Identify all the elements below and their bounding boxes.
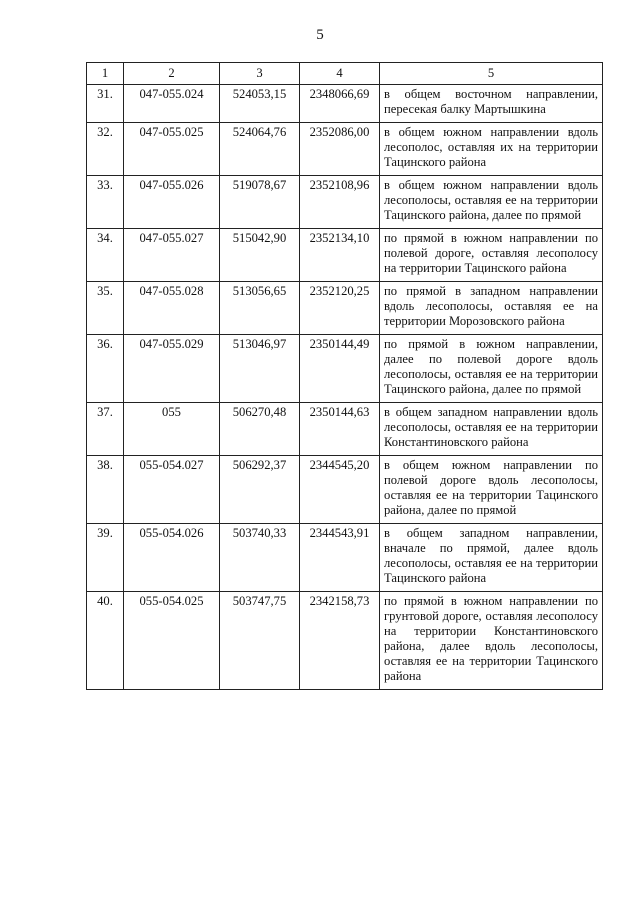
boundary-description: по прямой в южном направлении, далее по полевой дороге вдоль лесополосы, оставляя ее на территории Тацинского района, далее по прямой <box>380 335 603 403</box>
coordinate-x: 524053,15 <box>220 85 300 123</box>
coordinate-x: 519078,67 <box>220 176 300 229</box>
point-code: 047-055.029 <box>124 335 220 403</box>
table-row <box>87 176 603 229</box>
coordinate-x: 503740,33 <box>220 524 300 592</box>
point-code: 047-055.026 <box>124 176 220 229</box>
point-code: 047-055.024 <box>124 85 220 123</box>
point-code: 047-055.027 <box>124 229 220 282</box>
column-header-2: 2 <box>124 63 220 85</box>
coordinate-x: 524064,76 <box>220 123 300 176</box>
table-row <box>87 282 603 335</box>
boundary-description: в общем южном направлении вдоль лесополосы, оставляя ее на территории Тацинского района, далее по прямой <box>380 176 603 229</box>
boundary-description: в общем западном направлении, вначале по прямой, далее вдоль лесополосы, оставляя ее на территории Тацинского района <box>380 524 603 592</box>
point-code: 055 <box>124 403 220 456</box>
point-number: 32. <box>87 123 124 176</box>
point-number: 40. <box>87 592 124 690</box>
coordinate-y: 2352134,10 <box>300 229 380 282</box>
column-header-1: 1 <box>87 63 124 85</box>
table-header-row <box>87 63 603 85</box>
boundary-description: в общем западном направлении вдоль лесополосы, оставляя ее на территории Константиновского района <box>380 403 603 456</box>
point-number: 39. <box>87 524 124 592</box>
column-header-5: 5 <box>380 63 603 85</box>
point-code: 047-055.028 <box>124 282 220 335</box>
boundary-description: в общем южном направлении по полевой дороге вдоль лесополосы, оставляя ее на территории Тацинского района, далее по прямой <box>380 456 603 524</box>
boundary-description: по прямой в южном направлении по полевой дороге, оставляя лесополосу на территории Тацинского района <box>380 229 603 282</box>
coordinate-x: 506270,48 <box>220 403 300 456</box>
point-number: 35. <box>87 282 124 335</box>
table-row <box>87 456 603 524</box>
point-code: 047-055.025 <box>124 123 220 176</box>
coordinate-y: 2352086,00 <box>300 123 380 176</box>
point-number: 33. <box>87 176 124 229</box>
coordinate-x: 513046,97 <box>220 335 300 403</box>
point-number: 38. <box>87 456 124 524</box>
coordinate-x: 506292,37 <box>220 456 300 524</box>
table-row <box>87 524 603 592</box>
point-number: 34. <box>87 229 124 282</box>
boundary-description: по прямой в южном направлении по грунтовой дороге, оставляя лесополосу на территории Константиновского района, далее вдоль лесополосы, оставляя ее на территории Тацинского района <box>380 592 603 690</box>
point-code: 055-054.025 <box>124 592 220 690</box>
boundary-description: в общем южном направлении вдоль лесополос, оставляя их на территории Тацинского района <box>380 123 603 176</box>
boundary-description: в общем восточном направлении, пересекая балку Мартышкина <box>380 85 603 123</box>
coordinate-x: 503747,75 <box>220 592 300 690</box>
table-row <box>87 123 603 176</box>
point-code: 055-054.026 <box>124 524 220 592</box>
table-row <box>87 229 603 282</box>
boundary-points-table <box>86 62 603 690</box>
table-row <box>87 335 603 403</box>
coordinate-y: 2342158,73 <box>300 592 380 690</box>
point-number: 36. <box>87 335 124 403</box>
coordinate-x: 515042,90 <box>220 229 300 282</box>
point-number: 31. <box>87 85 124 123</box>
page-number: 5 <box>316 27 324 43</box>
coordinate-y: 2352120,25 <box>300 282 380 335</box>
point-code: 055-054.027 <box>124 456 220 524</box>
table-row <box>87 85 603 123</box>
table-row <box>87 592 603 690</box>
coordinate-y: 2350144,49 <box>300 335 380 403</box>
column-header-4: 4 <box>300 63 380 85</box>
coordinate-y: 2350144,63 <box>300 403 380 456</box>
coordinate-y: 2344543,91 <box>300 524 380 592</box>
coordinate-y: 2344545,20 <box>300 456 380 524</box>
coordinate-x: 513056,65 <box>220 282 300 335</box>
coordinate-y: 2352108,96 <box>300 176 380 229</box>
table-row <box>87 403 603 456</box>
point-number: 37. <box>87 403 124 456</box>
column-header-3: 3 <box>220 63 300 85</box>
boundary-description: по прямой в западном направлении вдоль лесополосы, оставляя ее на территории Морозовского района <box>380 282 603 335</box>
coordinate-y: 2348066,69 <box>300 85 380 123</box>
